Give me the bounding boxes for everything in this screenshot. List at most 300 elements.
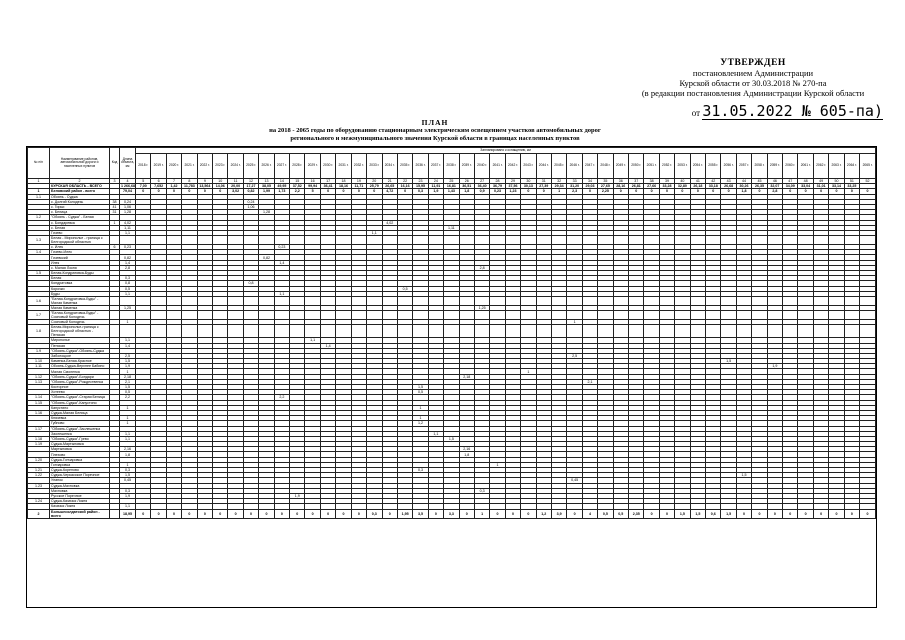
row-year-value: 36,41: [320, 184, 335, 189]
row-year-value: [644, 311, 659, 320]
row-year-value: [444, 325, 459, 338]
row-length: 1,5: [120, 473, 136, 478]
row-year-value: 0: [844, 509, 859, 518]
col-header-year: 2051 г.: [644, 154, 659, 179]
row-year-value: 1: [413, 405, 428, 410]
row-number: 1.2: [28, 215, 50, 220]
row-year-value: 2,8: [767, 189, 782, 194]
row-year-value: 33,04: [798, 184, 813, 189]
column-number: 1: [28, 179, 50, 184]
row-year-value: [166, 236, 181, 245]
table-years-row: [28, 154, 876, 179]
row-year-value: [243, 311, 258, 320]
col-header-year: 2052 г.: [659, 154, 674, 179]
column-number: 23: [413, 179, 428, 184]
row-year-value: 32,80: [675, 184, 690, 189]
row-year-value: 1,1: [274, 291, 289, 296]
col-header-length: Длина объекта, км: [120, 148, 136, 179]
row-number: 1.6: [28, 296, 50, 305]
column-number: 44: [736, 179, 751, 184]
col-header-year: 2026 г.: [259, 154, 274, 179]
row-name: Мирополье: [50, 338, 110, 343]
row-year-value: 18,16: [336, 184, 351, 189]
plan-title: ПЛАН: [421, 118, 449, 127]
col-header-year: 2060 г.: [783, 154, 798, 179]
row-year-value: [505, 296, 520, 305]
row-year-value: [767, 236, 782, 245]
row-year-value: [736, 236, 751, 245]
row-year-value: [397, 311, 412, 320]
col-header-year: 2065 г.: [860, 154, 876, 179]
row-length: 1,1: [120, 338, 136, 343]
column-number: 47: [783, 179, 798, 184]
row-year-value: [474, 311, 489, 320]
row-year-value: [798, 325, 813, 338]
row-year-value: 0: [336, 189, 351, 194]
row-year-value: 0: [783, 509, 798, 518]
row-year-value: [567, 325, 582, 338]
row-year-value: 0: [197, 189, 212, 194]
row-year-value: 0: [767, 509, 782, 518]
column-number: 31: [536, 179, 551, 184]
row-length: 1,11: [120, 225, 136, 230]
row-year-value: [551, 296, 566, 305]
row-code: 1: [110, 220, 120, 225]
row-year-value: 0: [813, 509, 828, 518]
row-year-value: 0: [798, 509, 813, 518]
row-year-value: 0: [367, 189, 382, 194]
row-year-value: 29,03: [582, 184, 597, 189]
row-length: 1,1: [120, 230, 136, 235]
row-year-value: [829, 311, 844, 320]
col-header-year: 2048 г.: [598, 154, 613, 179]
row-year-value: [860, 236, 876, 245]
row-name: Гочевский: [50, 255, 110, 260]
row-year-value: 2,25: [598, 189, 613, 194]
row-year-value: [259, 325, 274, 338]
row-year-value: 7,652: [151, 184, 166, 189]
row-year-value: 0: [351, 189, 366, 194]
row-year-value: [290, 325, 305, 338]
row-year-value: 1,9: [767, 364, 782, 369]
row-year-value: [136, 311, 151, 320]
approval-line-3: (в редакции постановления Администрации Курской области: [641, 88, 865, 98]
row-year-value: 0: [813, 189, 828, 194]
row-year-value: [613, 236, 628, 245]
row-year-value: [136, 296, 151, 305]
row-year-value: [752, 325, 767, 338]
row-year-value: 1,5: [413, 385, 428, 390]
row-year-value: 2,1: [582, 379, 597, 384]
row-year-value: [690, 325, 705, 338]
row-year-value: 2,2: [274, 395, 289, 400]
row-year-value: 36,51: [459, 184, 474, 189]
row-year-value: 1: [567, 320, 582, 325]
col-header-year: 2043 г.: [521, 154, 536, 179]
row-year-value: 5: [305, 189, 320, 194]
row-year-value: 1,8: [459, 189, 474, 194]
row-length: 1,5: [120, 385, 136, 390]
row-year-value: 3,02: [228, 189, 243, 194]
column-number: 5: [136, 179, 151, 184]
row-number: 1.19: [28, 442, 50, 447]
row-number: 1.17: [28, 426, 50, 431]
row-year-value: 0: [320, 189, 335, 194]
row-length: 1: [120, 416, 136, 421]
row-year-value: 0,3: [367, 509, 382, 518]
row-year-value: [521, 236, 536, 245]
row-year-value: 0: [351, 509, 366, 518]
row-year-value: [274, 325, 289, 338]
row-year-value: 17,27: [243, 184, 258, 189]
row-length: 2,1: [120, 379, 136, 384]
row-year-value: 16,16: [397, 184, 412, 189]
row-year-value: 99,94: [305, 184, 320, 189]
row-year-value: 37,52: [290, 184, 305, 189]
column-number: 42: [706, 179, 721, 184]
row-year-value: 13,564: [197, 184, 212, 189]
row-year-value: 0,45: [567, 478, 582, 483]
column-number: 39: [659, 179, 674, 184]
row-year-value: [644, 296, 659, 305]
row-year-value: [243, 236, 258, 245]
row-name: "Обоянь-Суджа"-Капустино: [50, 400, 110, 405]
row-name: Косторное: [50, 385, 110, 390]
row-year-value: [182, 325, 197, 338]
row-year-value: [613, 325, 628, 338]
row-year-value: 1,95: [397, 509, 412, 518]
row-year-value: [736, 311, 751, 320]
column-number: 19: [351, 179, 366, 184]
row-year-value: [444, 236, 459, 245]
row-year-value: [860, 296, 876, 305]
row-year-value: [813, 325, 828, 338]
row-year-value: [213, 236, 228, 245]
row-length: 1,1: [120, 291, 136, 296]
row-year-value: 0: [521, 509, 536, 518]
row-year-value: 1,25: [474, 305, 489, 310]
row-year-value: [182, 311, 197, 320]
row-code: [110, 509, 120, 518]
row-year-value: 0: [243, 509, 258, 518]
row-year-value: [413, 311, 428, 320]
row-name: Белая-Кондратовка-Буды: [50, 271, 110, 276]
row-name: Заолешенка: [50, 431, 110, 436]
column-number: 40: [675, 179, 690, 184]
row-length: 0,23: [120, 245, 136, 250]
column-number: 26: [459, 179, 474, 184]
row-year-value: [259, 296, 274, 305]
row-year-value: [459, 325, 474, 338]
column-number: 49: [813, 179, 828, 184]
row-year-value: 26,65: [382, 184, 397, 189]
row-year-value: 0: [505, 509, 520, 518]
row-year-value: [490, 311, 505, 320]
row-code: [110, 311, 120, 320]
row-year-value: [752, 296, 767, 305]
row-year-value: 0: [151, 189, 166, 194]
column-number: 50: [829, 179, 844, 184]
row-length: 2,8: [120, 265, 136, 270]
column-number: 11: [228, 179, 243, 184]
row-year-value: [336, 325, 351, 338]
row-length: 0,5: [120, 286, 136, 291]
row-year-value: [582, 311, 597, 320]
row-code: 6: [110, 245, 120, 250]
row-name: с. Малая Локня: [50, 265, 110, 270]
row-year-value: [752, 236, 767, 245]
table-row: [28, 296, 876, 305]
row-year-value: 0: [428, 509, 443, 518]
row-year-value: [675, 325, 690, 338]
row-year-value: 26,81: [629, 184, 644, 189]
row-name: Сосновый Колодезь: [50, 320, 110, 325]
row-year-value: [367, 311, 382, 320]
row-year-value: 2,3: [567, 189, 582, 194]
row-number: 1.15: [28, 400, 50, 405]
row-year-value: [813, 311, 828, 320]
row-number: 1.5: [28, 271, 50, 276]
row-code: [110, 325, 120, 338]
row-code: [110, 236, 120, 245]
column-number: 41: [690, 179, 705, 184]
column-number: 16: [305, 179, 320, 184]
column-number: 38: [644, 179, 659, 184]
row-name: с. Бондаревка: [50, 220, 110, 225]
row-year-value: [798, 236, 813, 245]
row-year-value: [413, 296, 428, 305]
approval-date: [623, 104, 883, 120]
row-year-value: 16,81: [444, 184, 459, 189]
row-name: Белая: [50, 276, 110, 281]
row-year-value: [644, 325, 659, 338]
row-year-value: 0,5: [413, 390, 428, 395]
row-length: 1 266,68: [121, 184, 135, 189]
row-year-value: [444, 311, 459, 320]
row-name: Русское Поречное: [50, 493, 110, 498]
row-year-value: 3,3: [444, 509, 459, 518]
row-year-value: 29,34: [551, 184, 566, 189]
col-header-year: 2063 г.: [829, 154, 844, 179]
row-year-value: 1,42: [166, 184, 181, 189]
row-number: 1.3: [28, 236, 50, 245]
row-year-value: 0: [659, 189, 674, 194]
table-row: [28, 509, 876, 518]
row-year-value: 0: [213, 509, 228, 518]
row-year-value: [428, 325, 443, 338]
row-number: 1.4: [28, 250, 50, 255]
row-year-value: [690, 311, 705, 320]
row-name: Илек: [50, 260, 110, 265]
column-number: 45: [752, 179, 767, 184]
plan-subtitle-1: на 2018 - 2065 годы по оборудованию стационарным электрическим освещением участков автомобильных дорог: [269, 127, 601, 134]
column-number: 17: [320, 179, 335, 184]
row-year-value: 26,18: [690, 184, 705, 189]
row-year-value: 1: [413, 416, 428, 421]
row-year-value: [736, 325, 751, 338]
row-name: Плехово: [50, 452, 110, 457]
row-year-value: 27,65: [598, 184, 613, 189]
row-name: Махновка: [50, 488, 110, 493]
row-year-value: 0,3: [474, 488, 489, 493]
row-year-value: [860, 325, 876, 338]
row-year-value: [783, 325, 798, 338]
row-year-value: [243, 296, 258, 305]
column-number: 48: [798, 179, 813, 184]
row-year-value: 0: [798, 189, 813, 194]
row-name: Капустино: [50, 405, 110, 410]
row-number: 1.7: [28, 311, 50, 320]
row-year-value: [644, 236, 659, 245]
row-year-value: 26,68: [721, 184, 736, 189]
row-name: Заболоцкое: [50, 353, 110, 358]
row-year-value: 0: [459, 509, 474, 518]
row-year-value: [213, 296, 228, 305]
row-year-value: 33,18: [706, 184, 721, 189]
row-year-value: [706, 236, 721, 245]
row-name: "Белая-Кондратовка-Буды" - Малая Каменка: [50, 296, 110, 305]
column-number: 25: [444, 179, 459, 184]
row-year-value: [274, 296, 289, 305]
row-year-value: 0: [752, 509, 767, 518]
row-year-value: 3,5: [413, 509, 428, 518]
row-year-value: [783, 311, 798, 320]
row-length: [120, 296, 136, 305]
row-length: 4,02: [120, 220, 136, 225]
row-year-value: 0,3: [413, 189, 428, 194]
column-number: 43: [721, 179, 736, 184]
row-year-value: 32,07: [767, 184, 782, 189]
row-year-value: 0,23: [274, 245, 289, 250]
row-name: Малая Каменка: [50, 305, 110, 310]
row-year-value: [274, 311, 289, 320]
row-year-value: [505, 236, 520, 245]
row-year-value: [259, 236, 274, 245]
row-year-value: 0: [644, 509, 659, 518]
row-year-value: 0: [166, 189, 181, 194]
row-year-value: [798, 296, 813, 305]
approval-title: УТВЕРЖДЕН: [720, 58, 786, 68]
row-name: Кондратовка: [50, 281, 110, 286]
table-row: [28, 311, 876, 320]
row-year-value: [228, 236, 243, 245]
row-year-value: 0: [829, 189, 844, 194]
row-year-value: [320, 325, 335, 338]
col-header-year: 2041 г.: [490, 154, 505, 179]
row-year-value: 0: [136, 189, 151, 194]
row-year-value: [305, 296, 320, 305]
row-name: Буды: [50, 291, 110, 296]
row-name: Князевка: [50, 416, 110, 421]
row-year-value: [228, 296, 243, 305]
row-year-value: [844, 311, 859, 320]
row-number: 2: [28, 509, 50, 518]
col-header-year: 2039 г.: [459, 154, 474, 179]
row-year-value: 0: [136, 509, 151, 518]
row-length: 1,1: [120, 504, 136, 509]
row-year-value: [767, 296, 782, 305]
row-year-value: [197, 311, 212, 320]
row-year-value: 26,35: [752, 184, 767, 189]
row-year-value: [536, 236, 551, 245]
row-year-value: 1,5: [721, 359, 736, 364]
row-year-value: 1: [551, 189, 566, 194]
col-header-no: № п/п: [28, 148, 50, 179]
row-number: 1.13: [28, 379, 50, 384]
row-name: Гочево-Илек: [50, 250, 110, 255]
row-length: 2,16: [120, 447, 136, 452]
row-year-value: [320, 296, 335, 305]
row-year-value: [182, 236, 197, 245]
row-year-value: 0: [213, 189, 228, 194]
row-length: 1,28: [120, 210, 136, 215]
row-year-value: [752, 311, 767, 320]
row-year-value: [382, 311, 397, 320]
row-name: "Белая-Кондратовка-Буды" - Сосновый Колодезь: [50, 311, 110, 320]
row-year-value: [367, 325, 382, 338]
row-length: 1,4: [120, 260, 136, 265]
row-year-value: 36,40: [474, 184, 489, 189]
row-length: 1,8: [120, 452, 136, 457]
approval-date-prefix: от: [691, 108, 701, 118]
row-year-value: 1: [521, 369, 536, 374]
row-year-value: 0: [675, 189, 690, 194]
row-number: 1.12: [28, 374, 50, 379]
row-year-value: 2,2: [290, 189, 305, 194]
row-year-value: [598, 311, 613, 320]
row-length: 1: [120, 320, 136, 325]
row-name: Белая-Мирополье-граница с Белгородской областью - Пенская: [50, 325, 110, 338]
row-year-value: 0: [490, 509, 505, 518]
row-name: с. Илек: [50, 245, 110, 250]
col-header-year: 2047 г.: [582, 154, 597, 179]
plan-table: [27, 147, 876, 519]
row-year-value: 30,13: [521, 184, 536, 189]
row-year-value: [305, 236, 320, 245]
row-year-value: [598, 325, 613, 338]
row-name: с. Гирьи: [50, 204, 110, 209]
column-number: 35: [598, 179, 613, 184]
row-number: 1.18: [28, 436, 50, 441]
row-name: КУРСКАЯ ОБЛАСТЬ - ВСЕГО: [50, 184, 110, 189]
row-year-value: 1,9: [428, 189, 443, 194]
col-header-year: 2044 г.: [536, 154, 551, 179]
row-year-value: 0: [659, 509, 674, 518]
row-year-value: 1,9: [290, 493, 305, 498]
row-year-value: [629, 325, 644, 338]
row-year-value: 1,2: [536, 509, 551, 518]
row-number: 1.22: [28, 473, 50, 478]
row-number: 1.20: [28, 457, 50, 462]
row-year-value: 0: [397, 189, 412, 194]
column-number: 4: [120, 179, 136, 184]
row-year-value: 25,79: [367, 184, 382, 189]
row-length: [120, 236, 136, 245]
row-year-value: 4: [582, 509, 597, 518]
row-year-value: [736, 296, 751, 305]
row-year-value: 1,11: [444, 225, 459, 230]
col-header-year: 2024 г.: [228, 154, 243, 179]
row-year-value: 28,16: [613, 184, 628, 189]
row-name: Суджа-Казачья Локня: [50, 499, 110, 504]
row-length: 0,3: [120, 276, 136, 281]
row-name: "Обоянь-Суджа"-Рождественка: [50, 379, 110, 384]
row-year-value: 0,5: [598, 509, 613, 518]
row-year-value: [551, 311, 566, 320]
row-number: 1.11: [28, 364, 50, 369]
row-name: Суджа-Мартыновка: [50, 442, 110, 447]
column-number: 21: [382, 179, 397, 184]
